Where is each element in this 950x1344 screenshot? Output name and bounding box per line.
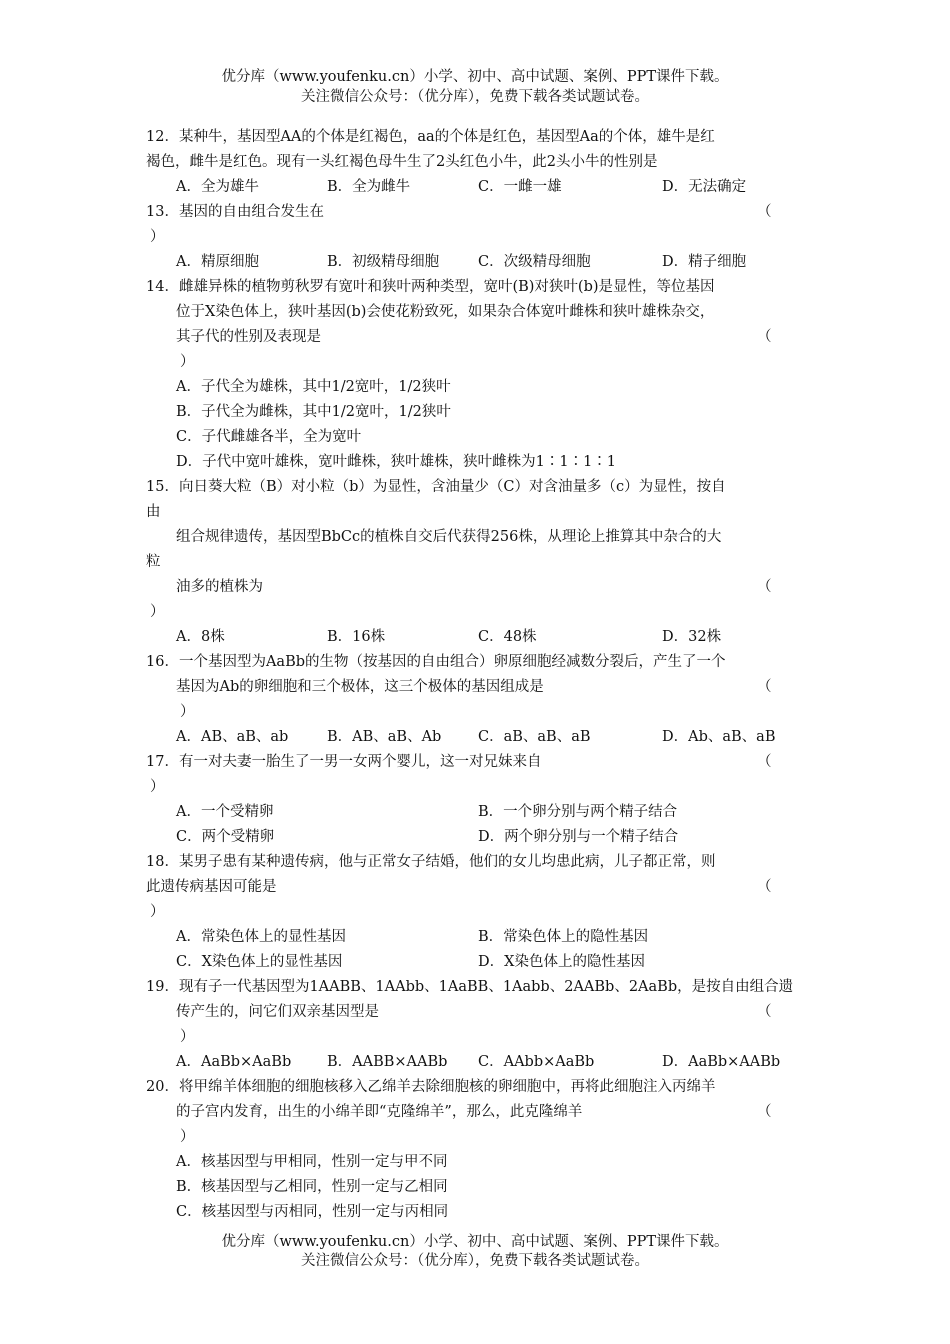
option-c: C．次级精母细胞 <box>478 254 591 270</box>
option-b: B．子代全为雌株，其中1/2宽叶，1/2狭叶 <box>176 404 451 420</box>
option-a: A．AaBb×AaBb <box>176 1054 292 1070</box>
answer-paren-open: （ <box>757 204 772 220</box>
answer-paren-close: ） <box>180 354 195 370</box>
option-c: C．AAbb×AaBb <box>478 1054 595 1070</box>
question-20-stem: 的子宫内发育，出生的小绵羊即“克隆绵羊”，那么，此克隆绵羊 <box>176 1104 583 1120</box>
question-15-stem: 组合规律遗传，基因型BbCc的植株自交后代获得256株，从理论上推算其中杂合的大 <box>176 529 722 545</box>
question-14-stem: 位于X染色体上，狭叶基因(b)会使花粉致死，如果杂合体宽叶雌株和狭叶雄株杂交， <box>176 304 715 320</box>
answer-paren-close: ） <box>180 1029 195 1045</box>
option-a: A．8株 <box>176 629 225 645</box>
question-19-stem: 19．现有子一代基因型为1AABB、1AAbb、1AaBB、1Aabb、2AABb、2AaBb，是按自由组合遗 <box>146 979 794 995</box>
option-a: A．一个受精卵 <box>176 804 274 820</box>
option-b: B．全为雌牛 <box>327 179 411 195</box>
answer-paren-close: ） <box>180 1129 195 1145</box>
answer-paren-open: （ <box>757 1104 772 1120</box>
question-17-stem: 17．有一对夫妻一胎生了一男一女两个婴儿，这一对兄妹来自 <box>146 754 542 770</box>
page-footer-line2: 关注微信公众号：（优分库），免费下载各类试题试卷。 <box>301 1253 649 1269</box>
page-footer-line1: 优分库（www.youfenku.cn）小学、初中、高中试题、案例、PPT课件下载。 <box>221 1234 729 1250</box>
question-13-stem: 13．基因的自由组合发生在 <box>146 204 324 220</box>
option-b: B．AB、aB、Ab <box>327 729 442 745</box>
option-a: A．全为雄牛 <box>176 179 259 195</box>
option-d: D．精子细胞 <box>662 254 747 270</box>
question-12-stem: 褐色，雌牛是红色。现有一头红褐色母牛生了2头红色小牛，此2头小牛的性别是 <box>146 154 658 170</box>
option-b: B．常染色体上的隐性基因 <box>478 929 649 945</box>
option-a: A．子代全为雄株，其中1/2宽叶，1/2狭叶 <box>176 379 451 395</box>
answer-paren-open: （ <box>757 679 772 695</box>
option-c: C．子代雌雄各半，全为宽叶 <box>176 429 362 445</box>
option-d: D．32株 <box>662 629 722 645</box>
page-header-line1: 优分库（www.youfenku.cn）小学、初中、高中试题、案例、PPT课件下载。 <box>221 69 729 85</box>
option-c: C．48株 <box>478 629 537 645</box>
option-d: D．Ab、aB、aB <box>662 729 776 745</box>
option-a: A．核基因型与甲相同，性别一定与甲不同 <box>176 1154 448 1170</box>
question-18-stem: 此遗传病基因可能是 <box>146 879 277 895</box>
option-c: C．两个受精卵 <box>176 829 275 845</box>
answer-paren-close: ） <box>180 704 195 720</box>
option-a: A．AB、aB、ab <box>176 729 289 745</box>
answer-paren-open: （ <box>757 879 772 895</box>
question-16-stem: 16．一个基因型为AaBb的生物（按基因的自由组合）卵原细胞经减数分裂后，产生了一个 <box>146 654 726 670</box>
option-b: B．AABB×AABb <box>327 1054 448 1070</box>
question-12-stem: 12．某种牛，基因型AA的个体是红褐色，aa的个体是红色，基因型Aa的个体，雄牛是红 <box>146 129 715 145</box>
question-14-stem: 14．雌雄异株的植物剪秋罗有宽叶和狭叶两种类型，宽叶(B)对狭叶(b)是显性，等位基因 <box>146 279 715 295</box>
option-b: B．初级精母细胞 <box>327 254 440 270</box>
answer-paren-open: （ <box>757 329 772 345</box>
option-b: B．核基因型与乙相同，性别一定与乙相同 <box>176 1179 448 1195</box>
question-15-stem-wrap: 由 <box>146 504 161 520</box>
answer-paren-open: （ <box>757 1004 772 1020</box>
answer-paren-close: ） <box>150 904 165 920</box>
question-15-stem: 油多的植株为 <box>176 579 263 595</box>
option-b: B．16株 <box>327 629 386 645</box>
option-c: C．aB、aB、aB <box>478 729 591 745</box>
page-header-line2: 关注微信公众号：（优分库），免费下载各类试题试卷。 <box>301 89 649 105</box>
option-c: C．一雌一雄 <box>478 179 562 195</box>
option-b: B．一个卵分别与两个精子结合 <box>478 804 678 820</box>
option-d: D．两个卵分别与一个精子结合 <box>478 829 679 845</box>
question-15-stem: 15．向日葵大粒（B）对小粒（b）为显性，含油量少（C）对含油量多（c）为显性，按自 <box>146 479 726 495</box>
option-a: A．精原细胞 <box>176 254 259 270</box>
option-a: A．常染色体上的显性基因 <box>176 929 346 945</box>
option-d: D．X染色体上的隐性基因 <box>478 954 645 970</box>
question-14-stem: 其子代的性别及表现是 <box>176 329 321 345</box>
answer-paren-open: （ <box>757 579 772 595</box>
option-d: D．子代中宽叶雄株，宽叶雌株，狭叶雄株，狭叶雌株为1∶1∶1∶1 <box>176 454 617 470</box>
question-20-stem: 20．将甲绵羊体细胞的细胞核移入乙绵羊去除细胞核的卵细胞中，再将此细胞注入丙绵羊 <box>146 1079 716 1095</box>
answer-paren-close: ） <box>150 779 165 795</box>
question-19-stem: 传产生的，问它们双亲基因型是 <box>176 1004 379 1020</box>
answer-paren-close: ） <box>150 229 165 245</box>
option-d: D．无法确定 <box>662 179 747 195</box>
question-15-stem-wrap: 粒 <box>146 554 161 570</box>
answer-paren-close: ） <box>150 604 165 620</box>
option-c: C．核基因型与丙相同，性别一定与丙相同 <box>176 1204 449 1220</box>
answer-paren-open: （ <box>757 754 772 770</box>
question-18-stem: 18．某男子患有某种遗传病，他与正常女子结婚，他们的女儿均患此病，儿子都正常，则 <box>146 854 716 870</box>
option-d: D．AaBb×AABb <box>662 1054 781 1070</box>
option-c: C．X染色体上的显性基因 <box>176 954 343 970</box>
question-16-stem: 基因为Ab的卵细胞和三个极体，这三个极体的基因组成是 <box>176 679 544 695</box>
